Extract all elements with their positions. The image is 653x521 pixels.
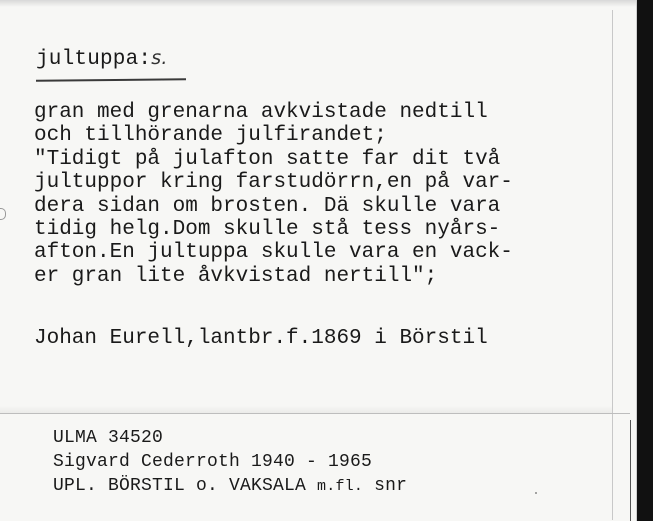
- headword-underline: [36, 78, 186, 82]
- collector-line: Sigvard Cederroth 1940 - 1965: [53, 452, 373, 472]
- text-line: tidig helg.Dom skulle stå tess nyårs-: [34, 218, 501, 242]
- archive-footer: [53, 426, 407, 499]
- location-line: [53, 474, 407, 499]
- text-line: gran med grenarna avkvistade nedtill: [34, 101, 488, 124]
- headword-line: [36, 47, 168, 71]
- headword: jultuppa:: [36, 48, 152, 71]
- card-edge-line: [612, 10, 613, 520]
- definition-text: [34, 101, 604, 288]
- paper-speck: [535, 492, 537, 494]
- archive-id: ULMA 34520: [53, 428, 164, 448]
- location-mfl: m.fl.: [317, 478, 364, 495]
- text-line: och tillhörande julfirandet;: [34, 124, 387, 148]
- card-footer-edge-line: [630, 420, 631, 521]
- margin-mark: [0, 208, 6, 220]
- text-line: dera sidan om brosten. Dä skulle vara: [34, 194, 501, 218]
- text-line: "Tidigt på julafton satte far dit två: [34, 147, 501, 171]
- location-suffix: snr: [363, 476, 408, 496]
- location-prefix: UPL. BÖRSTIL o. VAKSALA: [53, 476, 318, 496]
- text-line: jultuppor kring farstudörrn,en på var-: [34, 171, 513, 195]
- footer-divider: [0, 413, 630, 414]
- text-line: afton.En jultuppa skulle vara en vack-: [34, 241, 513, 265]
- informant-source: Johan Eurell,lantbr.f.1869 i Börstil: [34, 327, 488, 350]
- text-line: er gran lite åvkvistad nertill";: [34, 264, 438, 288]
- card-top-shadow: [0, 0, 636, 7]
- headword-suffix: s.: [151, 47, 168, 69]
